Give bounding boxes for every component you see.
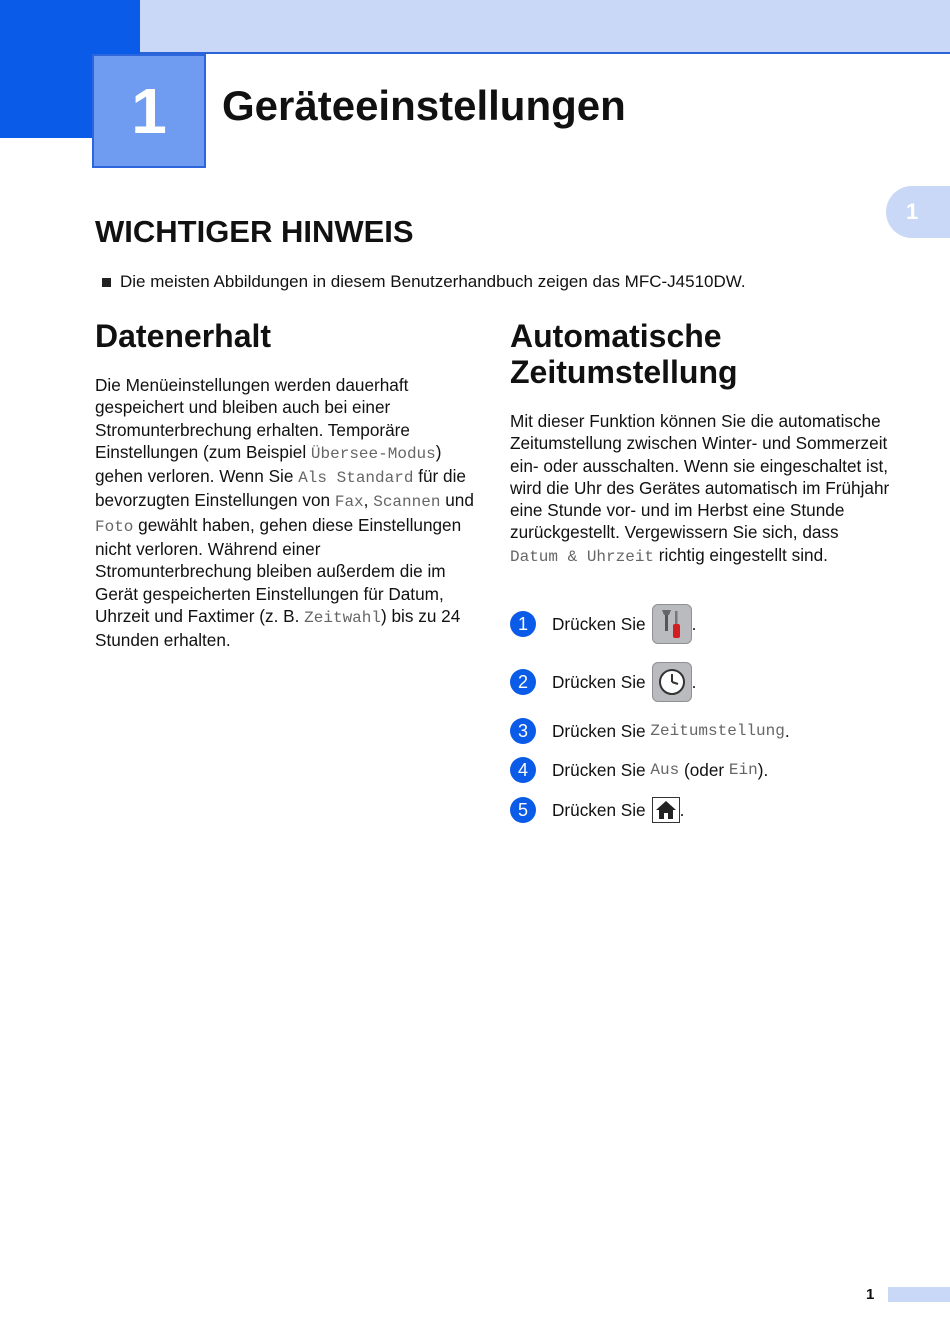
datenerhalt-heading: Datenerhalt — [95, 318, 272, 354]
menu-term: Aus — [650, 761, 680, 779]
clock-icon[interactable] — [652, 662, 692, 702]
step-text: (oder — [679, 759, 729, 780]
step-text: Drücken Sie — [552, 671, 646, 692]
chapter-side-tab[interactable] — [886, 186, 950, 238]
step-suffix: . — [679, 799, 685, 820]
step-number-badge: 2 — [510, 669, 536, 695]
menu-term: Zeitumstellung — [650, 722, 785, 740]
menu-term: Scannen — [373, 493, 441, 512]
header-band — [140, 0, 950, 52]
menu-term: Als Standard — [298, 469, 414, 488]
square-bullet-icon — [102, 278, 111, 287]
chapter-number: 1 — [131, 75, 167, 147]
step-suffix: . — [691, 613, 697, 634]
settings-tools-icon[interactable] — [652, 604, 692, 644]
step-item — [510, 757, 768, 783]
step-suffix: ). — [757, 759, 769, 780]
zeitumstellung-section — [510, 318, 890, 568]
step-text: Drücken Sie — [552, 613, 646, 634]
page-number: 1 — [866, 1286, 875, 1303]
notice-heading: WICHTIGER HINWEIS — [95, 214, 414, 249]
chapter-number-box — [92, 54, 206, 168]
step-suffix: . — [784, 720, 790, 741]
step-text: Drücken Sie — [552, 799, 646, 820]
home-icon[interactable] — [652, 797, 680, 823]
step-suffix: . — [691, 671, 697, 692]
zeitumstellung-paragraph — [510, 410, 890, 568]
step-number-badge: 3 — [510, 718, 536, 744]
menu-term: Ein — [728, 761, 758, 779]
notice-list-item — [102, 272, 746, 292]
zeitumstellung-heading — [510, 318, 890, 390]
text-run: ) gehen verloren. Wenn Sie — [95, 441, 442, 487]
text-run: Mit dieser Funktion können Sie die automatische Zeitumstellung zwischen Winter- und Sommerzeit ein- oder ausschalten. Wenn sie eingeschaltet ist, wird die Uhr des Gerätes automatisch im Frühjahr eine Stunde vor- und im Herbst eine Stunde zurückgestellt. Vergewissern Sie sich, dass — [510, 411, 890, 543]
step-text: Drücken Sie — [552, 759, 651, 780]
header-rule — [140, 52, 950, 54]
menu-term: Fax — [334, 493, 364, 512]
footer-bar — [888, 1287, 950, 1302]
heading-line: Zeitumstellung — [510, 354, 738, 390]
step-number-badge: 5 — [510, 797, 536, 823]
notice-text: Die meisten Abbildungen in diesem Benutzerhandbuch zeigen das MFC-J4510DW. — [120, 272, 746, 291]
step-number-badge: 1 — [510, 611, 536, 637]
step-number-badge: 4 — [510, 757, 536, 783]
text-run: für die bevorzugten Einstellungen von — [95, 466, 466, 511]
text-run: richtig eingestellt sind. — [654, 544, 828, 565]
step-item — [510, 662, 696, 702]
text-run: und — [440, 490, 474, 511]
heading-line: Automatische — [510, 318, 722, 354]
menu-term: Zeitwahl — [304, 608, 381, 627]
text-run: gewählt haben, gehen diese Einstellungen nicht verloren. Während einer Stromunterbrechung bleiben außerdem die im Gerät gespeicherten Einstellungen für Datum, Uhrzeit und Faxtimer (z. B. — [95, 514, 462, 626]
menu-term: Foto — [95, 517, 134, 536]
text-run: ) bis zu 24 Stunden erhalten. — [95, 605, 461, 651]
side-tab-label: 1 — [906, 199, 919, 224]
menu-term: Datum & Uhrzeit — [510, 547, 655, 566]
chapter-title: Geräteeinstellungen — [222, 82, 626, 129]
menu-term: Übersee-Modus — [310, 444, 436, 463]
step-item — [510, 797, 684, 823]
step-item — [510, 604, 696, 644]
text-run: Die Menüeinstellungen werden dauerhaft gespeichert und bleiben auch bei einer Stromunterbrechung erhalten. Temporäre Einstellungen (zum Beispiel — [95, 375, 410, 462]
text-run: , — [363, 490, 374, 511]
datenerhalt-section — [95, 318, 475, 652]
step-item — [510, 718, 790, 744]
datenerhalt-paragraph — [95, 374, 475, 652]
step-text: Drücken Sie — [552, 720, 651, 741]
